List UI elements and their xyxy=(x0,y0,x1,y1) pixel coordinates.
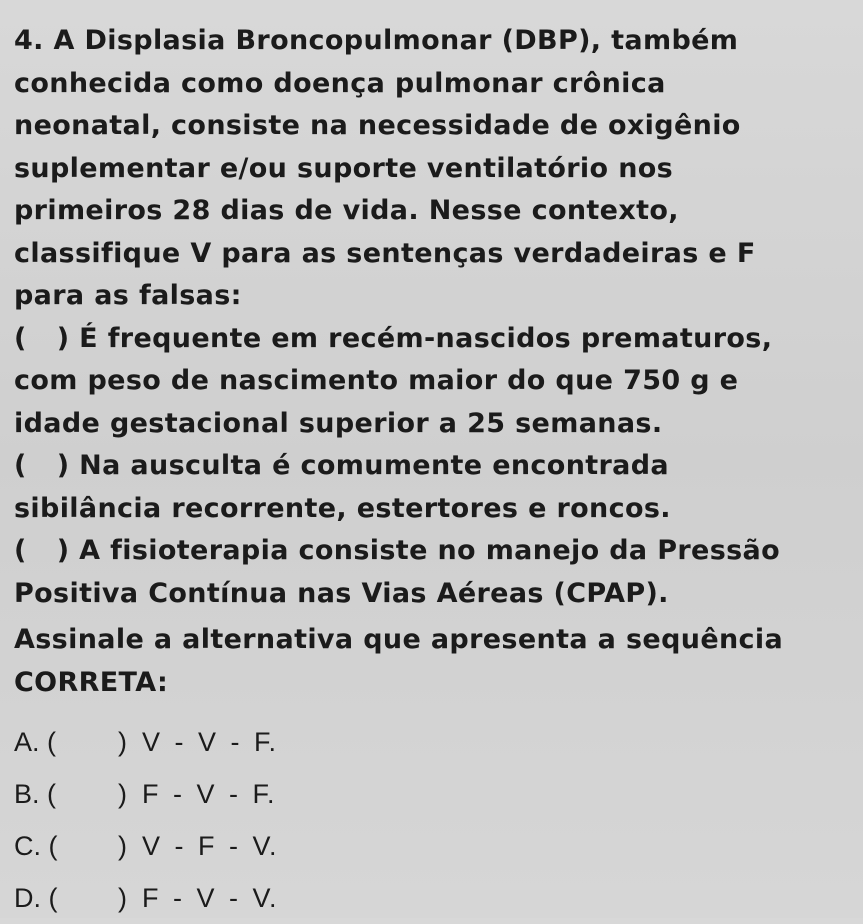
option-letter: B. ( xyxy=(14,778,57,809)
option-close-paren: ) xyxy=(118,726,127,757)
option-sequence: F - V - F. xyxy=(142,778,276,809)
question-line: primeiros 28 dias de vida. Nesse contexto, xyxy=(14,195,679,226)
statement-line: sibilância recorrente, estertores e roncos. xyxy=(14,492,671,524)
statement-text: Na ausculta é comumente encontrada xyxy=(79,450,669,481)
option-letter: C. ( xyxy=(14,830,58,861)
question-line: suplementar e/ou suporte ventilatório nos xyxy=(14,152,674,184)
statement-2 xyxy=(14,445,854,530)
statement-open-paren[interactable]: ( xyxy=(14,322,27,354)
statement-text: É frequente em recém-nascidos prematuros, xyxy=(79,322,773,354)
statement-line: idade gestacional superior a 25 semanas. xyxy=(14,407,663,439)
question-page xyxy=(14,20,854,924)
answer-options xyxy=(14,716,854,924)
instruction-line: Assinale a alternativa que apresenta a sequência xyxy=(14,624,784,655)
question-line: 4. A Displasia Broncopulmonar (DBP), também xyxy=(14,25,739,56)
option-sequence: V - V - F. xyxy=(142,726,278,757)
statement-1 xyxy=(14,318,854,446)
option-sequence: V - F - V. xyxy=(142,830,278,861)
statement-close-paren: ) xyxy=(56,535,70,566)
question-line: para as falsas: xyxy=(14,280,242,311)
option-close-paren: ) xyxy=(118,830,127,861)
option-letter: D. ( xyxy=(14,882,58,913)
option-b[interactable] xyxy=(14,768,854,820)
statement-line: com peso de nascimento maior do que 750 g e xyxy=(14,365,739,396)
statement-close-paren: ) xyxy=(56,450,70,481)
question-line: classifique V para as sentenças verdadeiras e F xyxy=(14,237,756,269)
statement-open-paren[interactable]: ( xyxy=(14,535,27,566)
statement-line xyxy=(14,445,854,488)
statement-line: Positiva Contínua nas Vias Aéreas (CPAP). xyxy=(14,577,669,609)
question-stem xyxy=(14,20,854,615)
instruction xyxy=(14,619,854,704)
option-letter: A. ( xyxy=(14,726,57,757)
statement-line xyxy=(14,318,854,361)
instruction-line: CORRETA: xyxy=(14,666,169,698)
question-line: neonatal, consiste na necessidade de oxigênio xyxy=(14,110,741,141)
option-close-paren: ) xyxy=(118,778,127,809)
statement-text: A fisioterapia consiste no manejo da Pressão xyxy=(79,535,781,566)
statement-line xyxy=(14,530,854,573)
statement-close-paren: ) xyxy=(56,322,70,354)
option-d[interactable] xyxy=(14,872,854,924)
option-close-paren: ) xyxy=(118,882,127,913)
option-a[interactable] xyxy=(14,716,854,768)
statement-3 xyxy=(14,530,854,615)
option-c[interactable] xyxy=(14,820,854,872)
option-sequence: F - V - V. xyxy=(142,882,278,913)
statement-open-paren[interactable]: ( xyxy=(14,450,27,481)
question-line: conhecida como doença pulmonar crônica xyxy=(14,67,666,99)
